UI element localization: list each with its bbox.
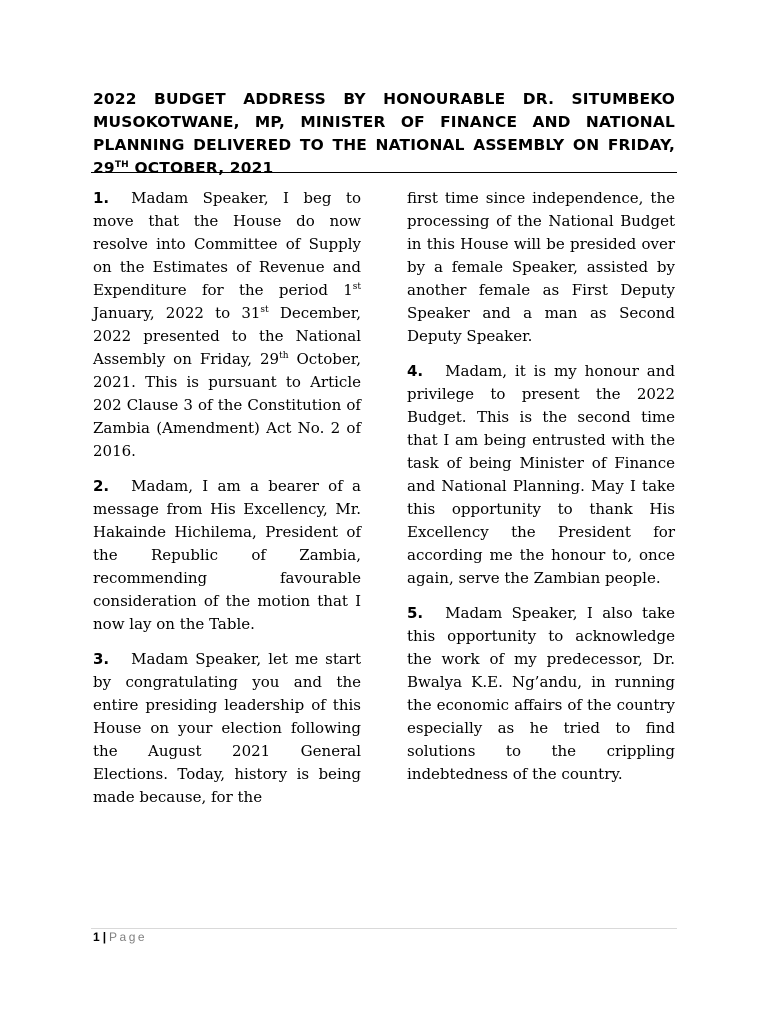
footer-separator: | <box>102 930 107 944</box>
title-underline <box>91 172 677 173</box>
paragraph-text: October, 2021. This is pursuant to Article 202 Clause 3 of the Constitution of Zambia (Amendment) Act No. 2 of 2016. <box>93 350 361 460</box>
title-superscript: TH <box>114 159 129 170</box>
page-footer <box>93 930 147 944</box>
paragraph-number: 3. <box>93 650 110 668</box>
title-text: 2022 BUDGET ADDRESS BY HONOURABLE DR. SITUMBEKO MUSOKOTWANE, MP, MINISTER OF FINANCE AND NATIONAL PLANNING DELIVERED TO THE NATIONAL ASSEMBLY ON FRIDAY, 29 <box>93 90 675 177</box>
footer-divider <box>91 928 677 929</box>
left-column <box>93 187 361 821</box>
paragraph-text: first time since independence, the processing of the National Budget in this House will be presided over by a female Speaker, assisted by another female as First Deputy Speaker and a man as Second Deputy Speaker. <box>407 189 675 345</box>
paragraph-3-continued <box>407 187 675 348</box>
paragraph-number: 4. <box>407 362 424 380</box>
paragraph-5 <box>407 602 675 786</box>
paragraph-text: December, 2022 presented to the National Assembly on Friday, 29 <box>93 304 361 368</box>
paragraph-text: Madam Speaker, let me start by congratulating you and the entire presiding leadership of this House on your election following the August 2021 General Elections. Today, history is being made because, for the <box>93 650 361 806</box>
paragraph-text: January, 2022 to 31 <box>93 304 261 322</box>
right-column <box>407 187 675 798</box>
paragraph-text: Madam Speaker, I also take this opportunity to acknowledge the work of my predecessor, Dr. Bwalya K.E. Ng’andu, in running the economic affairs of the country especially as he tried to find solutions to the crippling indebtedness of the country. <box>407 604 675 783</box>
page-number: 1 <box>93 930 100 944</box>
ordinal-superscript: st <box>352 282 361 292</box>
paragraph-text: Madam Speaker, I beg to move that the House do now resolve into Committee of Supply on the Estimates of Revenue and Expenditure for the period 1 <box>93 189 361 299</box>
paragraph-2 <box>93 475 361 636</box>
paragraph-text: Madam, I am a bearer of a message from His Excellency, Mr. Hakainde Hichilema, President of the Republic of Zambia, recommending favourable consideration of the motion that I now lay on the Table. <box>93 477 361 633</box>
paragraph-text: Madam, it is my honour and privilege to present the 2022 Budget. This is the second time that I am being entrusted with the task of being Minister of Finance and National Planning. May I take this opportunity to thank His Excellency the President for according me the honour to, once again, serve the Zambian people. <box>407 362 675 587</box>
paragraph-number: 1. <box>93 189 110 207</box>
title-text-end: OCTOBER, 2021 <box>128 159 274 177</box>
paragraph-1 <box>93 187 361 463</box>
ordinal-superscript: st <box>260 305 269 315</box>
ordinal-superscript: th <box>279 351 289 361</box>
paragraph-4 <box>407 360 675 590</box>
paragraph-number: 5. <box>407 604 424 622</box>
document-title <box>93 88 675 180</box>
paragraph-3 <box>93 648 361 809</box>
page-label: Page <box>109 930 148 944</box>
paragraph-number: 2. <box>93 477 110 495</box>
